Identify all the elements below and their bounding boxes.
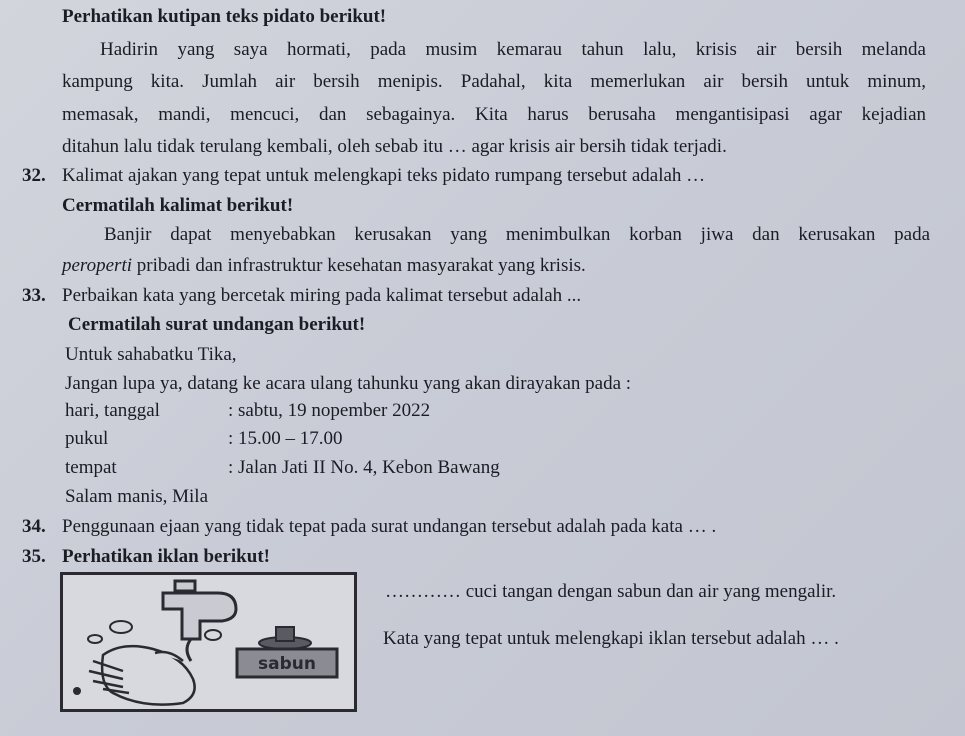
- italic-word: peroperti: [62, 255, 133, 276]
- letter-row-value: : 15.00 – 17.00: [228, 428, 343, 449]
- letter-closing: Salam manis, Mila: [65, 486, 209, 507]
- letter-greeting: Untuk sahabatku Tika,: [65, 344, 237, 365]
- handwashing-illustration: [63, 575, 354, 709]
- letter-row-value: : sabtu, 19 nopember 2022: [228, 400, 431, 421]
- letter-row-label: tempat: [65, 457, 117, 478]
- sentence-heading: Cermatilah kalimat berikut!: [62, 195, 294, 216]
- letter-row-label: hari, tanggal: [65, 400, 160, 421]
- speech-line-4: ditahun lalu tidak terulang kembali, oleh sebab itu … agar krisis air bersih tidak terjadi.: [62, 136, 727, 157]
- sentence-line-2: [62, 254, 586, 278]
- sentence-line-1: Banjir dapat menyebabkan kerusakan yang menimbulkan korban jiwa dan kerusakan pada: [104, 224, 930, 245]
- speech-line-2: kampung kita. Jumlah air bersih menipis. Padahal, kita memerlukan air bersih untuk minum,: [62, 71, 926, 92]
- bubble-icon: [73, 687, 81, 695]
- soap-label: sabun: [258, 654, 316, 674]
- letter-row-label: pukul: [65, 428, 109, 449]
- intro-heading: Perhatikan kutipan teks pidato berikut!: [62, 6, 387, 27]
- speech-line-3: memasak, mandi, mencuci, dan sebagainya. Kita harus berusaha mengantisipasi agar kejadian: [62, 104, 926, 125]
- hands-icon: [89, 646, 195, 705]
- question-34-number: 34.: [22, 516, 46, 537]
- question-32-number: 32.: [22, 165, 46, 186]
- question-35-number: 35.: [22, 546, 46, 567]
- ad-question: Kata yang tepat untuk melengkapi iklan tersebut adalah … .: [383, 628, 839, 649]
- faucet-icon: [163, 581, 236, 661]
- sentence-line-2-rest: pribadi dan infrastruktur kesehatan masyarakat yang krisis.: [132, 255, 586, 276]
- letter-row-value: : Jalan Jati II No. 4, Kebon Bawang: [228, 457, 500, 478]
- question-35-text: Perhatikan iklan berikut!: [62, 546, 270, 567]
- speech-line-1: Hadirin yang saya hormati, pada musim kemarau tahun lalu, krisis air bersih melanda: [100, 39, 926, 60]
- soap-icon: [237, 627, 337, 677]
- ad-text: ………… cuci tangan dengan sabun dan air yang mengalir.: [385, 581, 837, 602]
- ad-image: [60, 572, 357, 712]
- letter-body: Jangan lupa ya, datang ke acara ulang tahunku yang akan dirayakan pada :: [65, 373, 632, 394]
- question-32-text: Kalimat ajakan yang tepat untuk melengkapi teks pidato rumpang tersebut adalah …: [62, 165, 706, 186]
- question-33-text: Perbaikan kata yang bercetak miring pada kalimat tersebut adalah ...: [62, 285, 582, 306]
- question-33-number: 33.: [22, 285, 46, 306]
- letter-heading: Cermatilah surat undangan berikut!: [68, 314, 366, 335]
- question-34-text: Penggunaan ejaan yang tidak tepat pada surat undangan tersebut adalah pada kata … .: [62, 516, 717, 537]
